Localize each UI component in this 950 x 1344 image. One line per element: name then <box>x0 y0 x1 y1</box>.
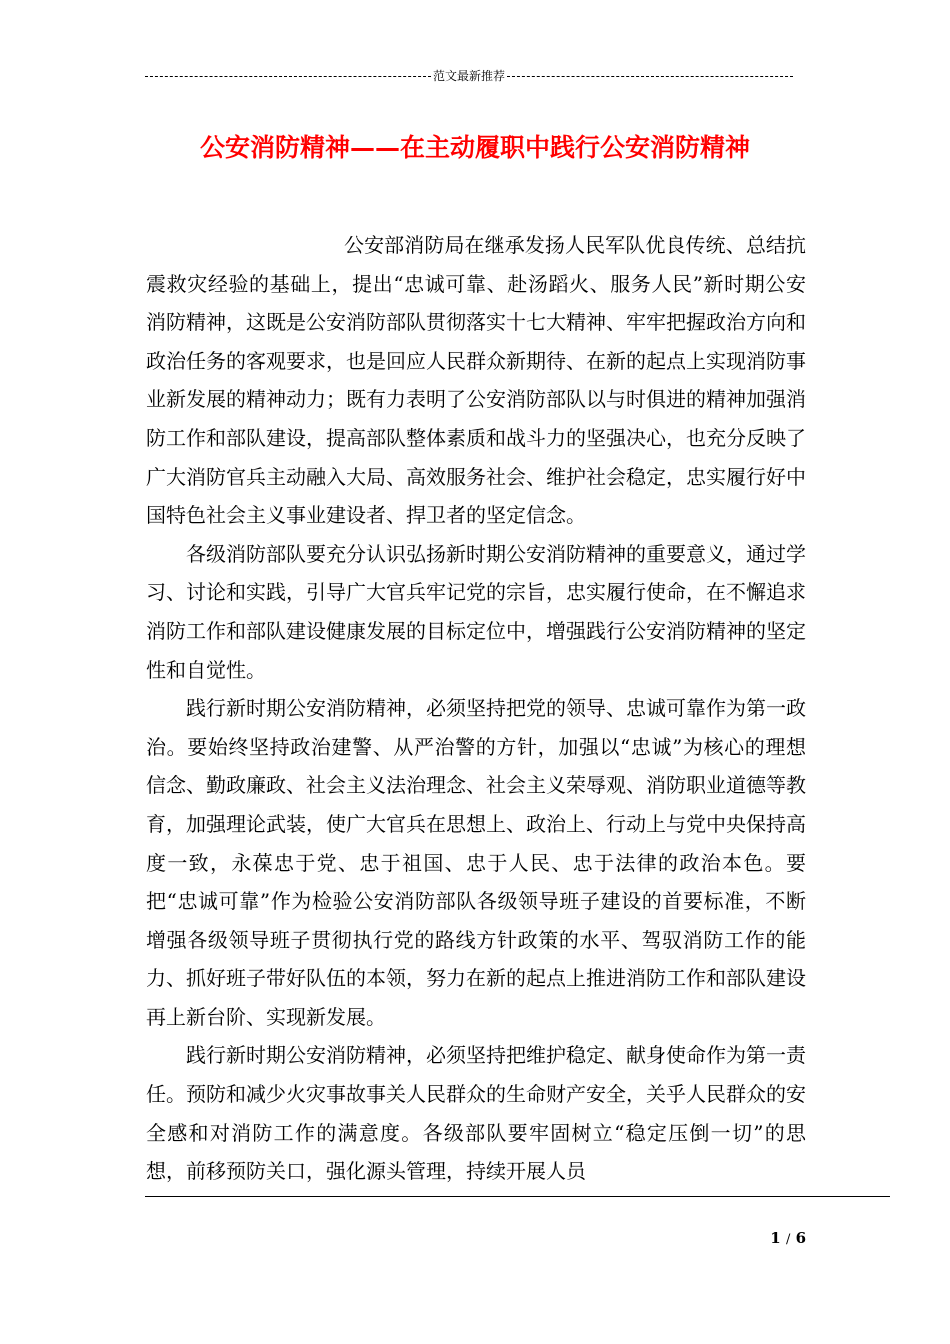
page-header <box>145 66 793 86</box>
page-total: 6 <box>795 1229 806 1247</box>
paragraph-1: 公安部消防局在继承发扬人民军队优良传统、总结抗震救灾经验的基础上，提出“忠诚可靠、赴汤蹈火、服务人民”新时期公安消防精神，这既是公安消防部队贯彻落实十七大精神、牢牢把握政治方向和政治任务的客观要求，也是回应人民群众新期待、在新的起点上实现消防事业新发展的精神动力；既有力表明了公安消防部队以与时俱进的精神加强消防工作和部队建设，提高部队整体素质和战斗力的坚强决心，也充分反映了广大消防官兵主动融入大局、高效服务社会、维护社会稳定，忠实履行好中国特色社会主义事业建设者、捍卫者的坚定信念。 <box>146 233 806 528</box>
paragraph-3: 践行新时期公安消防精神，必须坚持把党的领导、忠诚可靠作为第一政治。要始终坚持政治建警、从严治警的方针，加强以“忠诚”为核心的理想信念、勤政廉政、社会主义法治理念、社会主义荣辱观、消防职业道德等教育，加强理论武装，使广大官兵在思想上、政治上、行动上与党中央保持高度一致，永葆忠于党、忠于祖国、忠于人民、忠于法律的政治本色。要把“忠诚可靠”作为检验公安消防部队各级领导班子建设的首要标准，不断增强各级领导班子贯彻执行党的路线方针政策的水平、驾驭消防工作的能力、抓好班子带好队伍的本领，努力在新的起点上推进消防工作和部队建设再上新台阶、实现新发展。 <box>146 696 806 1029</box>
page-separator: / <box>785 1232 791 1247</box>
paragraph-2: 各级消防部队要充分认识弘扬新时期公安消防精神的重要意义，通过学习、讨论和实践，引导广大官兵牢记党的宗旨，忠实履行使命，在不懈追求消防工作和部队建设健康发展的目标定位中，增强践行公安消防精神的坚定性和自觉性。 <box>146 541 806 682</box>
page-current: 1 <box>770 1229 781 1247</box>
header-label: 范文最新推荐 <box>433 69 506 83</box>
document-title: 公安消防精神——在主动履职中践行公安消防精神 <box>199 133 750 162</box>
footer-rule <box>145 1196 890 1197</box>
page-number <box>700 1228 806 1250</box>
paragraph-4: 践行新时期公安消防精神，必须坚持把维护稳定、献身使命作为第一责任。预防和减少火灾事故事关人民群众的生命财产安全，关乎人民群众的安全感和对消防工作的满意度。各级部队要牢固树立“稳定压倒一切”的思想，前移预防关口，强化源头管理，持续开展人员 <box>146 1043 806 1184</box>
header-dash-left <box>145 76 431 77</box>
document-body <box>146 226 806 1191</box>
header-dash-right <box>507 76 793 77</box>
